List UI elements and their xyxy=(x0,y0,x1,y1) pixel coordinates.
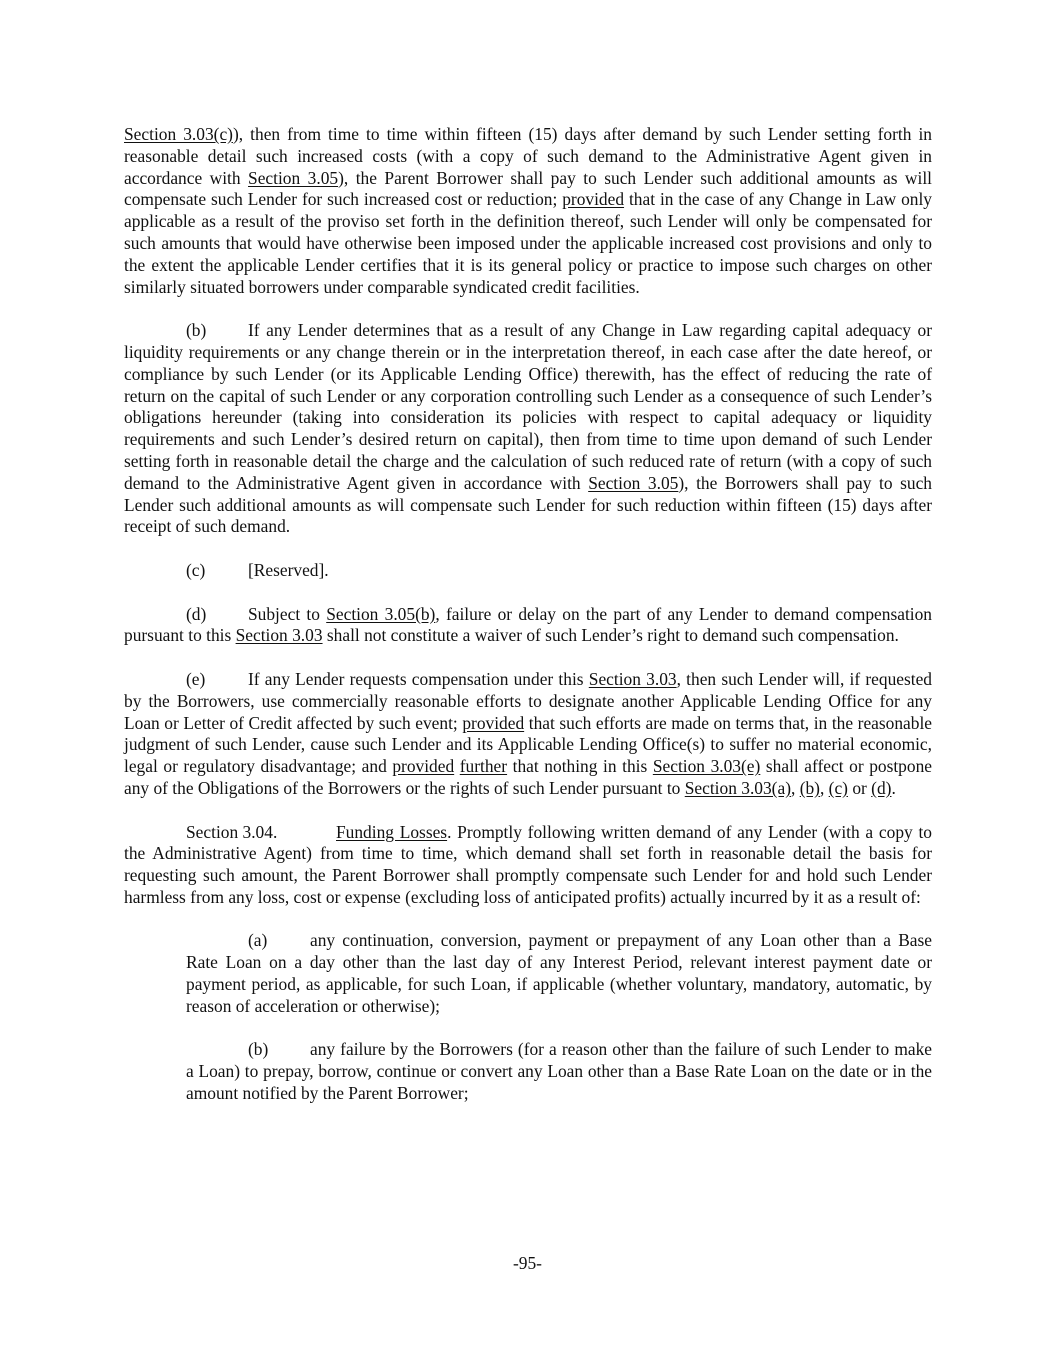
text: shall affect or postpone any of the Obligations of the Borrowers or the rights of such Lender pursuant to xyxy=(124,756,932,798)
clause-label: (d) xyxy=(186,603,207,624)
provided-term: provided xyxy=(462,712,525,733)
clause-label: (b) xyxy=(186,320,207,341)
section-ref: (c) xyxy=(828,777,848,798)
provided-term: provided xyxy=(562,189,625,210)
text: , xyxy=(790,777,800,798)
text: . Promptly following written demand of any Lender (with a copy to the Administrative Agent) from time to time, which demand shall set forth in reasonable detail the basis for requesting such amount, the Parent Borrower shall promptly compensate such Lender for and hold such Lender harmless from any loss, cost or expense (excluding loss of anticipated profits) actually incurred by it as a result of: xyxy=(124,821,932,907)
text: or xyxy=(847,777,872,798)
sub-clauses xyxy=(186,930,932,1104)
text: If any Lender determines that as a result of any Change in Law regarding capital adequacy or liquidity requirements or any change therein or in the interpretation thereof, in each case after the date hereof, or compliance by such Lender (or its Applicable Lending Office) therewith, has the effect of reducing the rate of return on the capital of such Lender or any corporation controlling such Lender as a consequence of such Lender’s obligations hereunder (taking into consideration its policies with respect to capital adequacy or liquidity requirements and such Lender’s desired return on capital), then from time to time upon demand of such Lender setting forth in reasonable detail the charge and the calculation of such reduced rate of return (with a copy of such demand to the Administrative Agent given in accordance with xyxy=(124,320,932,493)
text: that nothing in this xyxy=(507,756,653,777)
paragraph-d xyxy=(124,604,932,648)
further-term: further xyxy=(459,756,508,777)
text: any failure by the Borrowers (for a reason other than the failure of such Lender to make a Loan) to prepay, borrow, continue or convert any Loan other than a Base Rate Loan on the date or in the amount notified by the Parent Borrower; xyxy=(186,1039,932,1104)
text: , failure or delay on the part of any Lender to demand compensation pursuant to this xyxy=(124,603,932,646)
text: If any Lender requests compensation under this xyxy=(248,668,589,689)
text: ), the Parent Borrower shall pay to such Lender such additional amounts as will compensate such Lender for such increased cost or reduction; xyxy=(124,167,932,210)
text: any continuation, conversion, payment or prepayment of any Loan other than a Base Rate Loan on a day other than the last day of any Interest Period, relevant interest payment date or payment period, as applicable, for such Loan, if applicable (whether voluntary, mandatory, automatic, by reason of acceleration or otherwise); xyxy=(186,930,932,1016)
paragraph-e xyxy=(124,669,932,800)
text: ), the Borrowers shall pay to such Lender such additional amounts as will compensate such Lender for such reduction within fifteen (15) days after receipt of such demand. xyxy=(124,472,932,537)
provided-term: provided xyxy=(392,756,455,777)
section-ref: Section 3.05 xyxy=(248,167,339,188)
section-ref: Section 3.03 xyxy=(588,668,677,689)
section-ref: Section 3.03(a) xyxy=(684,777,791,798)
clause-label: (b) xyxy=(248,1039,269,1060)
text: Subject to xyxy=(248,603,327,624)
section-heading: Funding Losses xyxy=(336,821,448,842)
text: shall not constitute a waiver of such Lender’s right to demand such compensation. xyxy=(322,625,899,646)
section-ref: (d) xyxy=(871,777,892,798)
text: , then such Lender will, if requested by the Borrowers, use commercially reasonable efforts to designate another Applicable Lending Office for any Loan or Letter of Credit affected by such event; xyxy=(124,668,932,733)
section-ref: Section 3.05 xyxy=(588,472,679,493)
text: , xyxy=(819,777,829,798)
document-page xyxy=(124,124,932,1127)
text: . xyxy=(891,777,896,798)
paragraph-c xyxy=(124,560,932,582)
text: [Reserved]. xyxy=(248,559,329,580)
clause-label: (a) xyxy=(248,930,268,951)
clause-label: (c) xyxy=(186,559,206,580)
text: ), then from time to time within fifteen (15) days after demand by such Lender setting forth in reasonable detail such increased costs (with a copy of such demand to the Administrative Agent given in accordance with xyxy=(124,124,932,188)
section-ref: (b) xyxy=(799,777,820,798)
section-ref: Section 3.03 xyxy=(235,625,323,646)
clause-label: (e) xyxy=(186,668,206,689)
paragraph-b xyxy=(124,320,932,538)
paragraph-continuation xyxy=(124,124,932,298)
section-3-04 xyxy=(124,822,932,909)
sub-clause-b xyxy=(186,1039,932,1104)
text: that in the case of any Change in Law only applicable as a result of the proviso set forth in the definition thereof, such Lender will only be compensated for such amounts that would have otherwise been imposed under the applicable increased cost provisions and only to the extent the applicable Lender certifies that it is its general policy or practice to impose such charges on other similarly situated borrowers under comparable syndicated credit facilities. xyxy=(124,189,932,297)
section-number: Section 3.04. xyxy=(186,821,278,842)
section-ref: Section 3.03(e) xyxy=(652,756,761,777)
section-ref: Section 3.03(c) xyxy=(124,124,233,144)
text: that such efforts are made on terms that, in the reasonable judgment of such Lender, cause such Lender and its Applicable Lending Office(s) to suffer no material economic, legal or regulatory disadvantage; and xyxy=(124,712,932,777)
sub-clause-a xyxy=(186,930,932,1017)
page-number: -95- xyxy=(513,1253,542,1273)
section-ref: Section 3.05(b) xyxy=(326,603,436,624)
